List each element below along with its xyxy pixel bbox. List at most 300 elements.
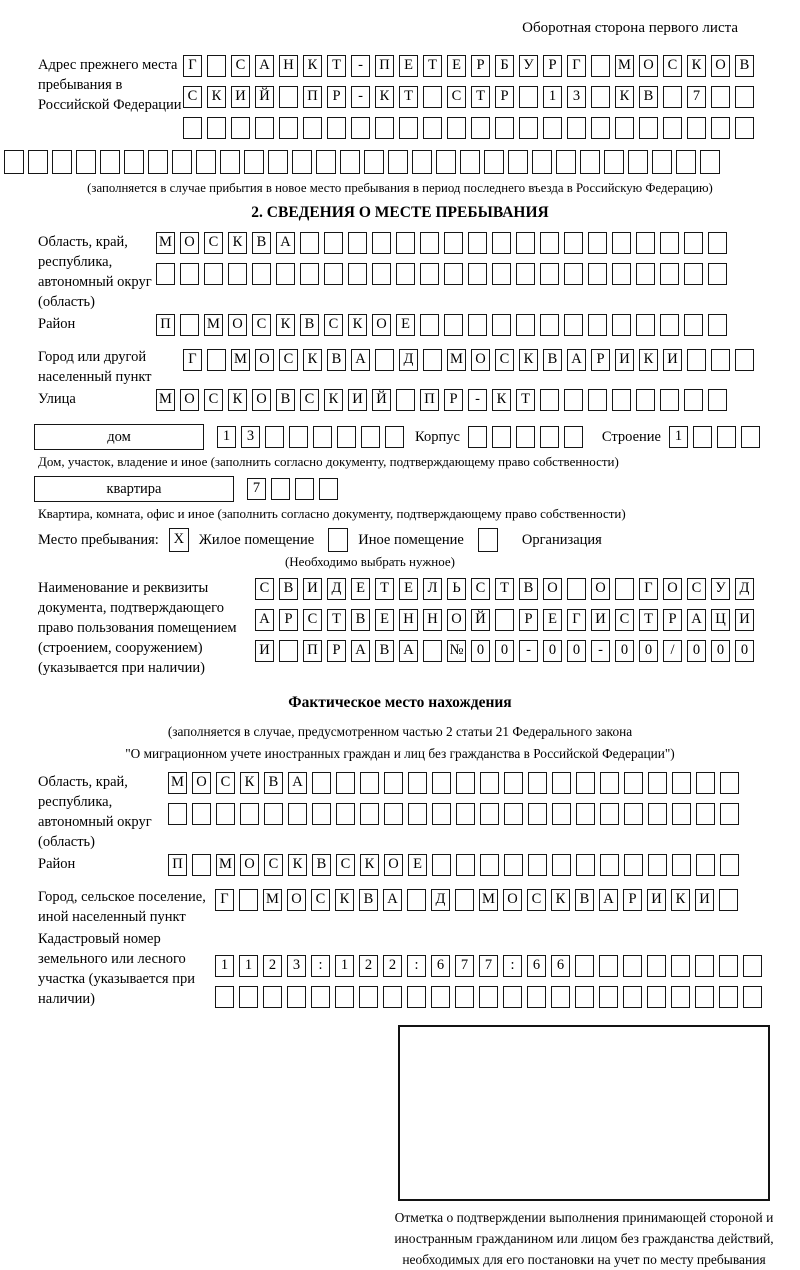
char-box: [375, 349, 394, 371]
char-box: [711, 117, 730, 139]
char-box: [652, 150, 672, 174]
char-box: [676, 150, 696, 174]
char-box: У: [711, 578, 730, 600]
char-box: К: [348, 314, 367, 336]
char-box: [708, 314, 727, 336]
char-box: [180, 314, 199, 336]
char-box: [396, 232, 415, 254]
char-box: К: [207, 86, 226, 108]
char-box: А: [255, 609, 274, 631]
char-box: [708, 263, 727, 285]
char-box: [696, 854, 715, 876]
prev-address-row-1: [183, 55, 759, 77]
char-box: [612, 263, 631, 285]
char-box: [519, 117, 538, 139]
char-box: [663, 117, 682, 139]
char-box: [207, 55, 226, 77]
char-box: [719, 889, 738, 911]
stay-type-row: [38, 528, 800, 552]
char-box: Б: [495, 55, 514, 77]
char-box: [528, 854, 547, 876]
actual-city-label: Город, сельское поселение, иной населенный пункт: [38, 889, 206, 925]
char-box: Е: [543, 609, 562, 631]
char-box: К: [324, 389, 343, 411]
char-box: О: [180, 232, 199, 254]
char-box: [244, 150, 264, 174]
char-box: [360, 803, 379, 825]
char-box: [279, 117, 298, 139]
char-box: Т: [327, 55, 346, 77]
char-box: А: [276, 232, 295, 254]
char-box: [292, 150, 312, 174]
char-box: [460, 150, 480, 174]
char-box: [700, 150, 720, 174]
char-box: [504, 854, 523, 876]
actual-region-label: Область, край, республика, автономный округ (область): [38, 774, 152, 850]
house-note: Дом, участок, владение и иное (заполнить согласно документу, подтверждающему право собственности): [38, 454, 619, 469]
char-box: К: [288, 854, 307, 876]
char-box: [615, 578, 634, 600]
char-box: А: [351, 640, 370, 662]
char-box: [196, 150, 216, 174]
char-box: Е: [396, 314, 415, 336]
char-box: [527, 986, 546, 1008]
char-box: [264, 803, 283, 825]
char-box: [324, 263, 343, 285]
char-box: С: [447, 86, 466, 108]
confirmation-stamp-box: [398, 1025, 770, 1201]
char-box: К: [240, 772, 259, 794]
char-box: [183, 117, 202, 139]
char-box: К: [519, 349, 538, 371]
char-box: С: [663, 55, 682, 77]
char-box: К: [303, 55, 322, 77]
char-box: К: [492, 389, 511, 411]
char-box: И: [348, 389, 367, 411]
char-box: [564, 232, 583, 254]
char-box: [647, 955, 666, 977]
char-box: М: [156, 232, 175, 254]
char-box: [216, 803, 235, 825]
char-box: [468, 426, 487, 448]
char-box: [480, 854, 499, 876]
prev-address-note: (заполняется в случае прибытия в новое место пребывания в период последнего въезда в Российскую Федерацию): [87, 181, 713, 195]
char-box: О: [591, 578, 610, 600]
char-box: О: [255, 349, 274, 371]
char-box: [492, 314, 511, 336]
char-box: [468, 263, 487, 285]
char-box: К: [303, 349, 322, 371]
char-box: [312, 772, 331, 794]
char-box: А: [399, 640, 418, 662]
char-box: Т: [399, 86, 418, 108]
char-box: Е: [447, 55, 466, 77]
char-box: С: [204, 389, 223, 411]
char-box: Й: [471, 609, 490, 631]
char-box: [192, 854, 211, 876]
char-box: [567, 117, 586, 139]
char-box: [207, 349, 226, 371]
char-box: [492, 232, 511, 254]
char-box: К: [615, 86, 634, 108]
actual-district-row: [168, 854, 744, 876]
char-box: -: [351, 55, 370, 77]
char-box: И: [255, 640, 274, 662]
char-box: Г: [567, 609, 586, 631]
char-box: [576, 772, 595, 794]
char-box: Р: [327, 640, 346, 662]
char-box: С: [204, 232, 223, 254]
char-box: [672, 772, 691, 794]
char-box: 6: [551, 955, 570, 977]
char-box: [532, 150, 552, 174]
char-box: [648, 854, 667, 876]
char-box: [375, 117, 394, 139]
char-box: [492, 426, 511, 448]
char-box: [220, 150, 240, 174]
char-box: А: [567, 349, 586, 371]
char-box: [432, 854, 451, 876]
char-box: [628, 150, 648, 174]
char-box: 2: [359, 955, 378, 977]
char-box: [671, 955, 690, 977]
document-label: Наименование и реквизиты документа, подтверждающего право пользования помещением (строением, сооружением) (указывается при наличии): [38, 580, 237, 676]
char-box: [624, 772, 643, 794]
char-box: [687, 349, 706, 371]
char-box: К: [360, 854, 379, 876]
char-box: Й: [255, 86, 274, 108]
char-box: [423, 86, 442, 108]
char-box: [396, 389, 415, 411]
char-box: О: [372, 314, 391, 336]
char-box: И: [663, 349, 682, 371]
document-row-2: [255, 609, 759, 631]
char-box: [556, 150, 576, 174]
char-box: 1: [239, 955, 258, 977]
char-box: Р: [543, 55, 562, 77]
char-box: С: [216, 772, 235, 794]
char-box: И: [647, 889, 666, 911]
char-box: [495, 117, 514, 139]
char-box: [623, 986, 642, 1008]
char-box: А: [288, 772, 307, 794]
char-box: [663, 86, 682, 108]
char-box: 0: [615, 640, 634, 662]
char-box: А: [383, 889, 402, 911]
char-box: [540, 263, 559, 285]
char-box: [504, 772, 523, 794]
actual-location-note-2: "О миграционном учете иностранных граждан и лиц без гражданства в Российской Федерации"): [125, 746, 675, 761]
char-box: [252, 263, 271, 285]
char-box: О: [252, 389, 271, 411]
char-box: [336, 803, 355, 825]
char-box: [588, 263, 607, 285]
region-row-1: [156, 232, 732, 254]
char-box: О: [192, 772, 211, 794]
char-box: Т: [327, 609, 346, 631]
char-box: [383, 986, 402, 1008]
char-box: [168, 803, 187, 825]
region-row-2: [156, 263, 732, 285]
char-box: 1: [217, 426, 236, 448]
char-box: С: [336, 854, 355, 876]
char-box: К: [375, 86, 394, 108]
house-number-cells: [217, 426, 409, 448]
char-box: [671, 986, 690, 1008]
char-box: [327, 117, 346, 139]
char-box: В: [279, 578, 298, 600]
char-box: -: [591, 640, 610, 662]
char-box: [576, 854, 595, 876]
char-box: [684, 232, 703, 254]
house-type-box: дом: [34, 424, 204, 450]
char-box: [100, 150, 120, 174]
char-box: О: [711, 55, 730, 77]
char-box: [647, 986, 666, 1008]
char-box: С: [264, 854, 283, 876]
char-box: У: [519, 55, 538, 77]
char-box: [516, 263, 535, 285]
char-box: [372, 263, 391, 285]
document-grid: [255, 578, 759, 671]
char-box: [399, 117, 418, 139]
char-box: [336, 772, 355, 794]
char-box: О: [180, 389, 199, 411]
char-box: О: [240, 854, 259, 876]
char-box: [423, 640, 442, 662]
char-box: [684, 389, 703, 411]
char-box: [599, 955, 618, 977]
char-box: 7: [687, 86, 706, 108]
char-box: Т: [495, 578, 514, 600]
char-box: [516, 426, 535, 448]
char-box: [495, 609, 514, 631]
char-box: [479, 986, 498, 1008]
char-box: [295, 478, 314, 500]
char-box: [743, 986, 762, 1008]
char-box: [696, 772, 715, 794]
char-box: Т: [639, 609, 658, 631]
char-box: О: [287, 889, 306, 911]
char-box: П: [303, 640, 322, 662]
char-box: [528, 803, 547, 825]
char-box: [575, 986, 594, 1008]
char-box: [423, 117, 442, 139]
char-box: :: [503, 955, 522, 977]
char-box: [708, 232, 727, 254]
char-box: И: [591, 609, 610, 631]
char-box: :: [407, 955, 426, 977]
char-box: [720, 772, 739, 794]
char-box: Й: [372, 389, 391, 411]
char-box: [148, 150, 168, 174]
char-box: [636, 232, 655, 254]
char-box: [741, 426, 760, 448]
char-box: Е: [399, 578, 418, 600]
district-label: Район: [38, 316, 76, 332]
section2-title: 2. СВЕДЕНИЯ О МЕСТЕ ПРЕБЫВАНИЯ: [251, 204, 549, 221]
char-box: Д: [327, 578, 346, 600]
char-box: [648, 803, 667, 825]
option-inoe-label: Иное помещение: [358, 531, 464, 548]
char-box: 1: [669, 426, 688, 448]
char-box: С: [303, 609, 322, 631]
char-box: [420, 263, 439, 285]
char-box: О: [663, 578, 682, 600]
char-box: [600, 854, 619, 876]
char-box: В: [351, 609, 370, 631]
char-box: [313, 426, 332, 448]
char-box: [636, 263, 655, 285]
char-box: Р: [623, 889, 642, 911]
char-box: В: [312, 854, 331, 876]
char-box: 3: [241, 426, 260, 448]
char-box: [480, 803, 499, 825]
char-box: [591, 55, 610, 77]
char-box: В: [264, 772, 283, 794]
char-box: М: [168, 772, 187, 794]
char-box: М: [615, 55, 634, 77]
char-box: 0: [687, 640, 706, 662]
char-box: [303, 117, 322, 139]
char-box: [385, 426, 404, 448]
char-box: [384, 772, 403, 794]
char-box: [319, 478, 338, 500]
char-box: 0: [567, 640, 586, 662]
char-box: С: [615, 609, 634, 631]
char-box: [615, 117, 634, 139]
char-box: [484, 150, 504, 174]
char-box: С: [255, 578, 274, 600]
char-box: [648, 772, 667, 794]
char-box: А: [687, 609, 706, 631]
char-box: [471, 117, 490, 139]
char-box: [207, 117, 226, 139]
char-box: [708, 389, 727, 411]
char-box: [660, 314, 679, 336]
region-grid: [156, 232, 732, 294]
char-box: Т: [471, 86, 490, 108]
char-box: [672, 803, 691, 825]
char-box: [468, 314, 487, 336]
char-box: С: [527, 889, 546, 911]
cadastral-grid: [215, 955, 767, 1017]
char-box: [361, 426, 380, 448]
char-box: [228, 263, 247, 285]
char-box: [364, 150, 384, 174]
char-box: [412, 150, 432, 174]
char-box: [672, 854, 691, 876]
char-box: В: [543, 349, 562, 371]
char-box: [76, 150, 96, 174]
char-box: [337, 426, 356, 448]
char-box: Р: [663, 609, 682, 631]
prev-address-row-4: [4, 150, 800, 172]
char-box: [612, 314, 631, 336]
char-box: [432, 803, 451, 825]
char-box: Е: [408, 854, 427, 876]
actual-region-row-1: [168, 772, 744, 794]
char-box: [639, 117, 658, 139]
char-box: [423, 349, 442, 371]
char-box: [124, 150, 144, 174]
char-box: В: [252, 232, 271, 254]
char-box: [360, 772, 379, 794]
char-box: Р: [327, 86, 346, 108]
actual-district-label: Район: [38, 856, 76, 872]
char-box: [711, 349, 730, 371]
cadastral-row-2: [215, 986, 767, 1008]
char-box: -: [351, 86, 370, 108]
char-box: К: [671, 889, 690, 911]
actual-location-note-1: (заполняется в случае, предусмотренном частью 2 статьи 21 Федерального закона: [167, 724, 633, 739]
char-box: М: [447, 349, 466, 371]
char-box: [719, 955, 738, 977]
char-box: 7: [479, 955, 498, 977]
char-box: 0: [639, 640, 658, 662]
char-box: [215, 986, 234, 1008]
char-box: 0: [735, 640, 754, 662]
char-box: К: [551, 889, 570, 911]
char-box: [564, 314, 583, 336]
char-box: [580, 150, 600, 174]
char-box: О: [543, 578, 562, 600]
char-box: С: [231, 55, 250, 77]
char-box: [552, 854, 571, 876]
char-box: [432, 772, 451, 794]
document-row-3: [255, 640, 759, 662]
char-box: [407, 889, 426, 911]
char-box: [516, 232, 535, 254]
char-box: [604, 150, 624, 174]
char-box: [717, 426, 736, 448]
char-box: Г: [183, 55, 202, 77]
char-box: К: [228, 389, 247, 411]
char-box: Е: [399, 55, 418, 77]
char-box: [711, 86, 730, 108]
char-box: [180, 263, 199, 285]
char-box: Г: [639, 578, 658, 600]
actual-city-row: [215, 889, 743, 911]
char-box: О: [639, 55, 658, 77]
apartment-note: Квартира, комната, офис и иное (заполнить согласно документу, подтверждающему право собственности): [38, 506, 626, 521]
char-box: [684, 263, 703, 285]
char-box: [255, 117, 274, 139]
char-box: [456, 772, 475, 794]
char-box: А: [351, 349, 370, 371]
char-box: И: [231, 86, 250, 108]
char-box: Н: [399, 609, 418, 631]
char-box: С: [471, 578, 490, 600]
actual-region-grid: [168, 772, 744, 834]
char-box: /: [663, 640, 682, 662]
char-box: [268, 150, 288, 174]
char-box: [660, 232, 679, 254]
char-box: [279, 640, 298, 662]
char-box: Д: [735, 578, 754, 600]
cadastral-label: Кадастровый номер земельного или лесного участка (указывается при наличии): [38, 931, 195, 1007]
char-box: [516, 314, 535, 336]
char-box: К: [639, 349, 658, 371]
char-box: [316, 150, 336, 174]
char-box: И: [615, 349, 634, 371]
document-row-1: [255, 578, 759, 600]
char-box: П: [168, 854, 187, 876]
char-box: Ц: [711, 609, 730, 631]
korpus-cells: [468, 426, 588, 448]
city-label: Город или другой населенный пункт: [38, 349, 152, 385]
char-box: [456, 854, 475, 876]
